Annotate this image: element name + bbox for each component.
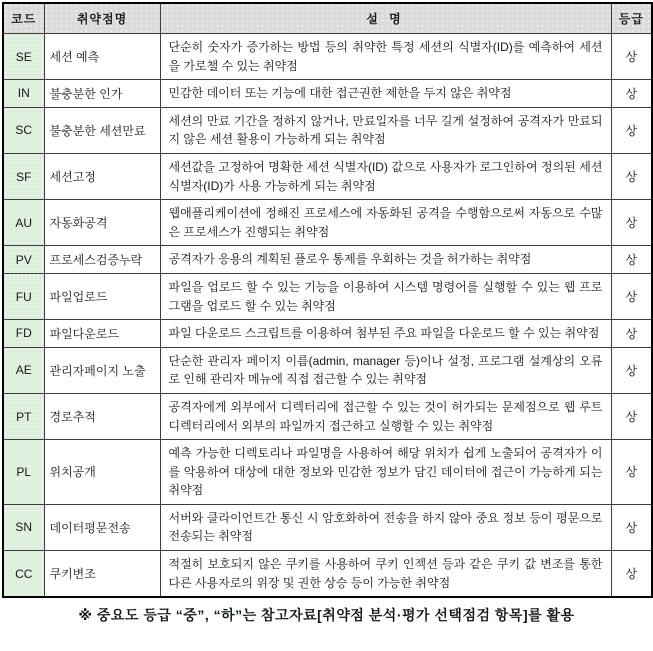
table-row <box>3 440 652 505</box>
grade-cell: 상 <box>611 34 652 80</box>
code-cell: PL <box>3 440 44 505</box>
grade-cell: 상 <box>611 80 652 108</box>
code-cell: PV <box>3 246 44 274</box>
grade-cell: 상 <box>611 440 652 505</box>
grade-cell: 상 <box>611 153 652 199</box>
code-cell: PT <box>3 393 44 439</box>
code-cell: IN <box>3 80 44 108</box>
table-row <box>3 107 652 153</box>
vulnerability-name-cell: 파일다운로드 <box>44 320 160 348</box>
header-grade: 등급 <box>611 3 652 34</box>
description-cell: 세션값을 고정하여 명확한 세션 식별자(ID) 값으로 사용자가 로그인하여 정의된 세션 식별자(ID)가 사용 가능하게 되는 취약점 <box>160 153 611 199</box>
table-row <box>3 393 652 439</box>
footnote: ※ 중요도 등급 “중”, “하”는 참고자료[취약점 분석·평가 선택점검 항목]를 활용 <box>78 607 575 624</box>
description-cell: 공격자에게 외부에서 디렉터리에 접근할 수 있는 것이 허가되는 문제점으로 웹 루트 디렉터리에서 외부의 파일까지 접근하고 실행할 수 있는 취약점 <box>160 393 611 439</box>
description-cell: 세션의 만료 기간을 정하지 않거나, 만료일자를 너무 길게 설정하여 공격자가 만료되지 않은 세션 활용이 가능하게 되는 취약점 <box>160 107 611 153</box>
description-cell: 민감한 데이터 또는 기능에 대한 접근권한 제한을 두지 않은 취약점 <box>160 80 611 108</box>
vulnerability-name-cell: 불충분한 인가 <box>44 80 160 108</box>
vulnerability-name-cell: 세션 예측 <box>44 34 160 80</box>
header-vulnerability-name: 취약점명 <box>44 3 160 34</box>
table-row <box>3 347 652 393</box>
table-row <box>3 200 652 246</box>
table-row <box>3 273 652 319</box>
table-row <box>3 551 652 598</box>
code-cell: SF <box>3 153 44 199</box>
description-cell: 단순히 숫자가 증가하는 방법 등의 취약한 특정 세션의 식별자(ID)를 예측하여 세션을 가로챌 수 있는 취약점 <box>160 34 611 80</box>
table-row <box>3 34 652 80</box>
vulnerability-table <box>2 2 653 598</box>
grade-cell: 상 <box>611 347 652 393</box>
header-description: 설 명 <box>160 3 611 34</box>
grade-cell: 상 <box>611 393 652 439</box>
grade-cell: 상 <box>611 504 652 550</box>
vulnerability-name-cell: 자동화공격 <box>44 200 160 246</box>
vulnerability-name-cell: 세션고정 <box>44 153 160 199</box>
grade-cell: 상 <box>611 200 652 246</box>
description-cell: 적절히 보호되지 않은 쿠키를 사용하여 쿠키 인젝션 등과 같은 쿠키 값 변조를 통한 다른 사용자로의 위장 및 권한 상승 등이 가능한 취약점 <box>160 551 611 598</box>
grade-cell: 상 <box>611 551 652 598</box>
table-header-row <box>3 3 652 34</box>
description-cell: 예측 가능한 디렉토리나 파일명을 사용하여 해당 위치가 쉽게 노출되어 공격자가 이를 악용하여 대상에 대한 정보와 민감한 정보가 담긴 데이터에 접근이 가능하게 되는 취약점 <box>160 440 611 505</box>
grade-cell: 상 <box>611 320 652 348</box>
description-cell: 단순한 관리자 페이지 이름(admin, manager 등)이나 설정, 프로그램 설계상의 오류로 인해 관리자 메뉴에 직접 접근할 수 있는 취약점 <box>160 347 611 393</box>
code-cell: AU <box>3 200 44 246</box>
vulnerability-name-cell: 파일업로드 <box>44 273 160 319</box>
table-body <box>3 34 652 598</box>
grade-cell: 상 <box>611 107 652 153</box>
description-cell: 파일 다운로드 스크립트를 이용하여 첨부된 주요 파일을 다운로드 할 수 있는 취약점 <box>160 320 611 348</box>
vulnerability-name-cell: 데이터평문전송 <box>44 504 160 550</box>
vulnerability-name-cell: 위치공개 <box>44 440 160 505</box>
table-row <box>3 80 652 108</box>
vulnerability-name-cell: 프로세스검증누락 <box>44 246 160 274</box>
vulnerability-name-cell: 관리자페이지 노출 <box>44 347 160 393</box>
grade-cell: 상 <box>611 246 652 274</box>
description-cell: 웹애플리케이션에 정해진 프로세스에 자동화된 공격을 수행함으로써 자동으로 수많은 프로세스가 진행되는 취약점 <box>160 200 611 246</box>
code-cell: FU <box>3 273 44 319</box>
table-row <box>3 153 652 199</box>
table-row <box>3 320 652 348</box>
description-cell: 서버와 클라이언트간 통신 시 암호화하여 전송을 하지 않아 중요 정보 등이 평문으로 전송되는 취약점 <box>160 504 611 550</box>
vulnerability-name-cell: 경로추적 <box>44 393 160 439</box>
vulnerability-name-cell: 쿠키변조 <box>44 551 160 598</box>
vulnerability-name-cell: 불충분한 세션만료 <box>44 107 160 153</box>
code-cell: FD <box>3 320 44 348</box>
description-cell: 공격자가 응용의 계획된 플로우 통제를 우회하는 것을 허가하는 취약점 <box>160 246 611 274</box>
grade-cell: 상 <box>611 273 652 319</box>
header-code: 코드 <box>3 3 44 34</box>
code-cell: AE <box>3 347 44 393</box>
table-row <box>3 246 652 274</box>
code-cell: SN <box>3 504 44 550</box>
code-cell: SE <box>3 34 44 80</box>
code-cell: SC <box>3 107 44 153</box>
code-cell: CC <box>3 551 44 598</box>
description-cell: 파일을 업로드 할 수 있는 기능을 이용하여 시스템 명령어를 실행할 수 있는 웹 프로그램을 업로드 할 수 있는 취약점 <box>160 273 611 319</box>
table-row <box>3 504 652 550</box>
